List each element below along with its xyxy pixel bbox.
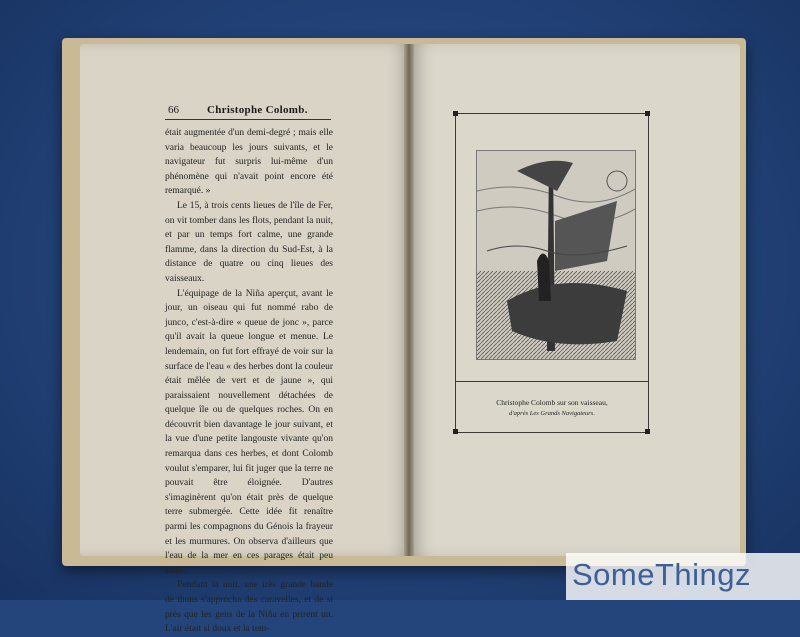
running-title: Christophe Colomb. bbox=[207, 104, 308, 116]
paragraph: L'équipage de la Niña aperçut, avant le jour, un oiseau qui fut nommé rabo de junco, c'est-à-dire « queue de jonc », parce qu'il avait la queue longue et menue. Le lendemain, on fut fort effrayé de voir sur la surface de l'eau « des herbes dont la couleur était mêlée de vert et de jaune », qui paraissaient nouvellement détachées de quelque île ou de quelques roches. On en découvrit bien davantage le jour suivant, et la vue d'une petite langouste vivante qu'on remarqua dans ces herbes, et dont Colomb voulut s'emparer, lui fit juger que la terre ne pouvait être éloignée. D'autres s'imaginèrent qu'on était près de quelque terre submergée. Cette idée fit renaître parmi les compagnons du Génois la frayeur et les murmures. On observa d'ailleurs que l'eau de la mer en ces parages était peu salée. bbox=[165, 288, 333, 576]
watermark bbox=[566, 553, 800, 600]
book-gutter bbox=[404, 44, 414, 556]
page-number: 66 bbox=[168, 104, 179, 116]
frame-corner bbox=[453, 111, 458, 116]
ship-engraving-drawing bbox=[477, 151, 635, 359]
frame-corner bbox=[645, 111, 650, 116]
body-text bbox=[165, 126, 333, 637]
frame-corner bbox=[453, 429, 458, 434]
caption-rule bbox=[455, 381, 649, 382]
caption-credit: d'après Les Grands Navigateurs. bbox=[509, 410, 595, 417]
frame-corner bbox=[645, 429, 650, 434]
paragraph: Pendant la nuit, une très grande bande de thons s'approcha des caravelles, et de si près que les gens de la Niña en prirent un. L'air était si doux et la tem- bbox=[165, 580, 333, 635]
paragraph: était augmentée d'un demi-degré ; mais elle varia beaucoup les jours suivants, et le navigateur fut surpris lui-même d'un phénomène qui n'avait point encore été remarqué. » bbox=[165, 128, 333, 197]
illustration-caption bbox=[458, 398, 646, 417]
paragraph: Le 15, à trois cents lieues de l'île de Fer, on vit tomber dans les flots, pendant la nuit, et par un temps fort calme, une grande flamme, dans la direction du Sud-Est, à la distance de quatre ou cinq lieues des vaisseaux. bbox=[165, 200, 333, 284]
header-rule bbox=[165, 119, 331, 120]
watermark-text: SomeThingz bbox=[572, 557, 752, 592]
caption-title: Christophe Colomb sur son vaisseau, bbox=[496, 398, 608, 407]
ship-engraving bbox=[476, 150, 636, 360]
